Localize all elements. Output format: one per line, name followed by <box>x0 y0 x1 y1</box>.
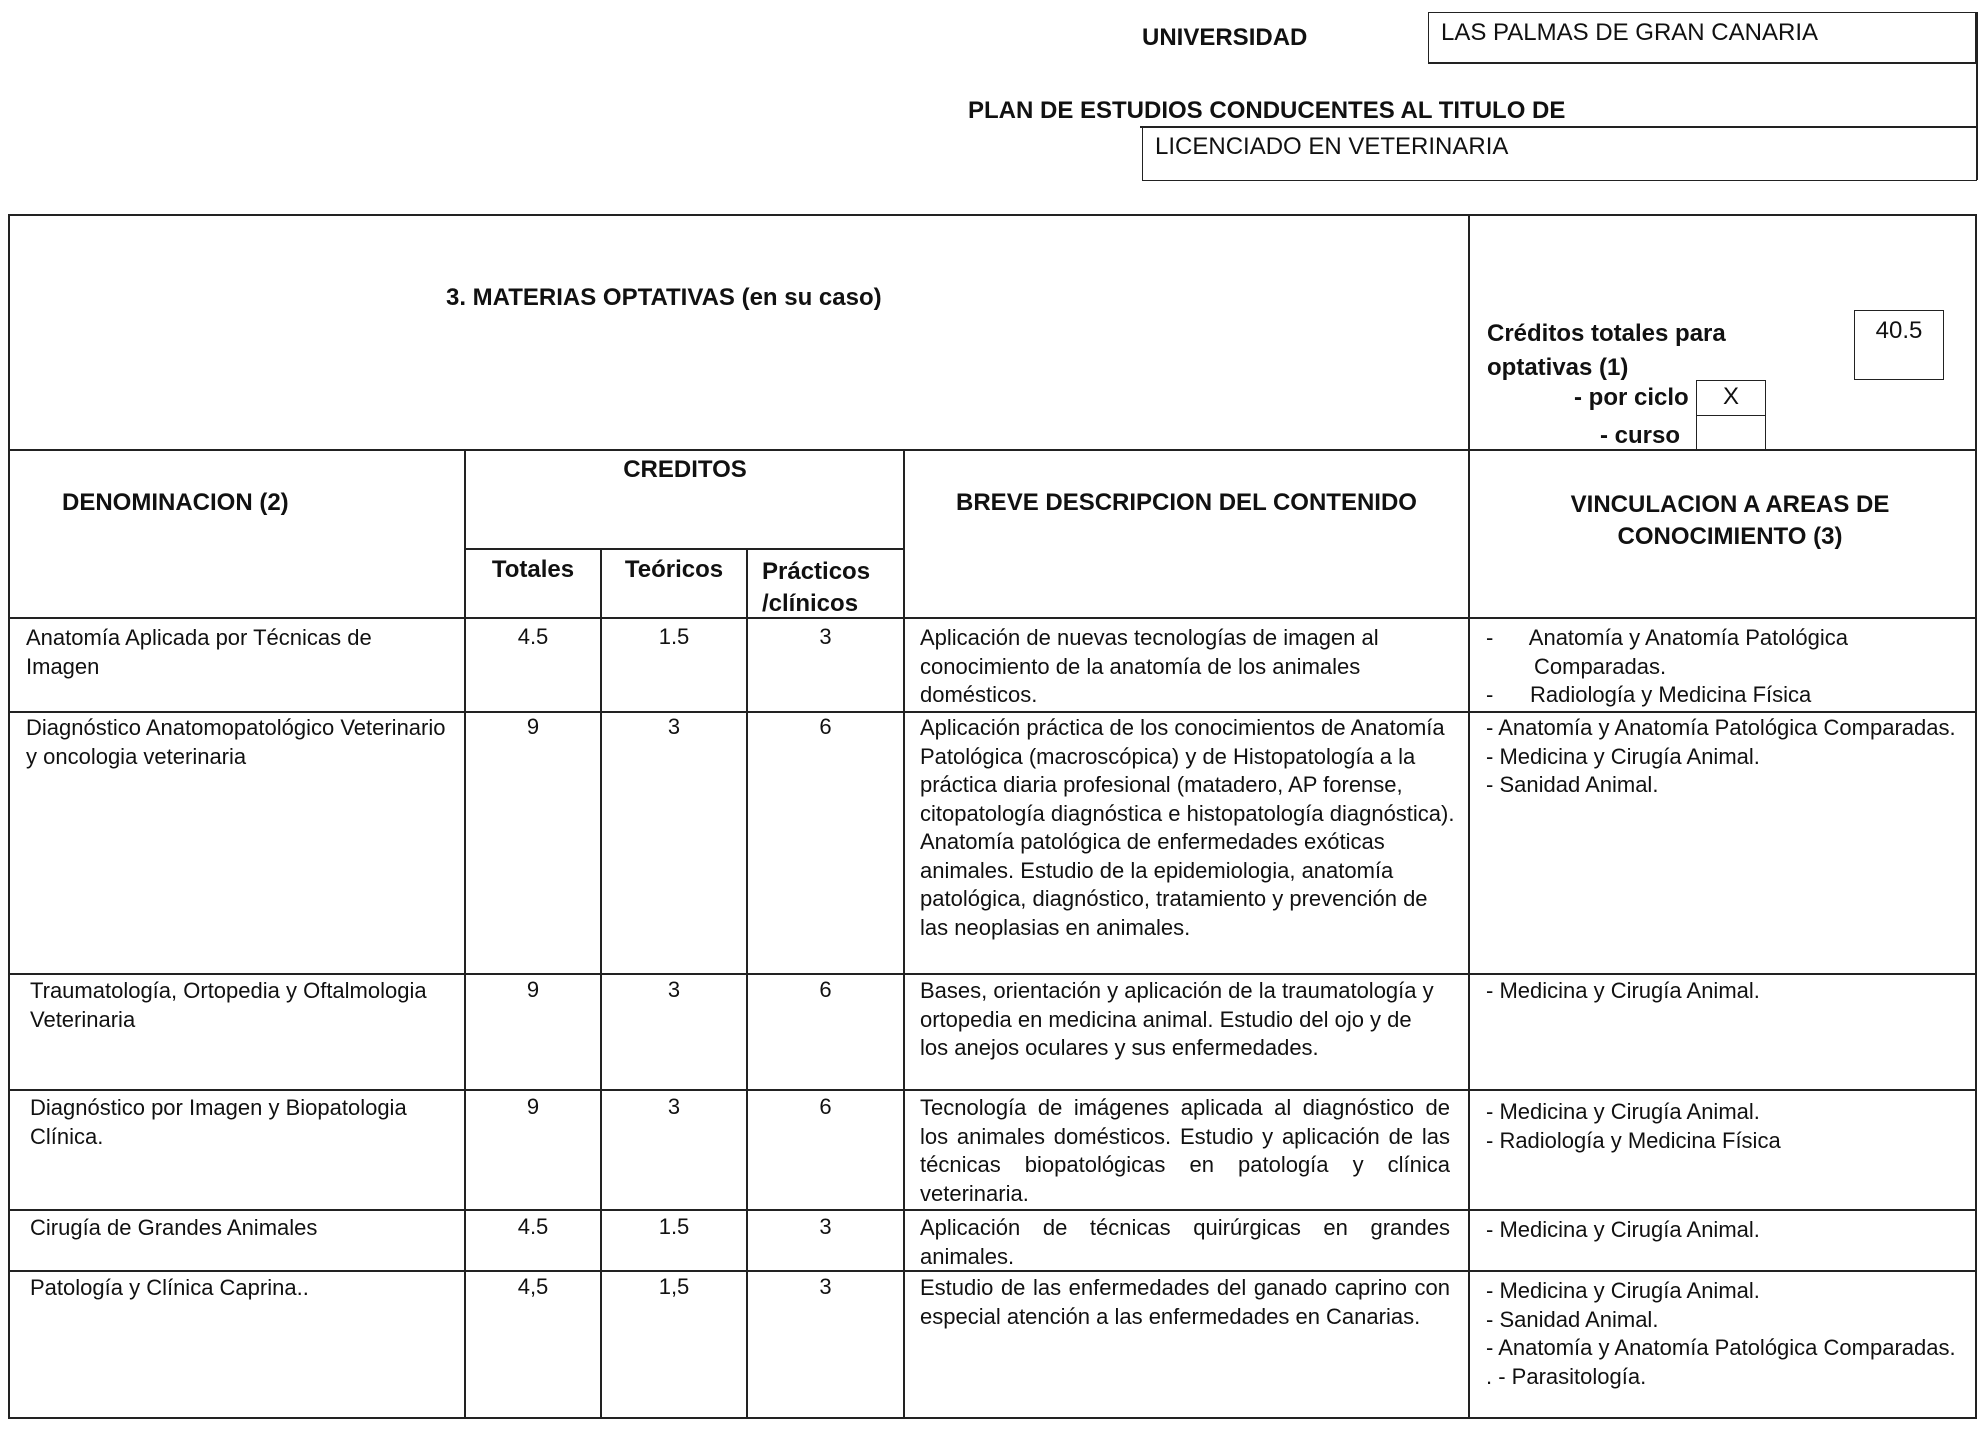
creditos-totales-label: Créditos totales para optativas (1) <box>1487 320 1726 381</box>
table-row-totales: 4,5 <box>517 1274 549 1299</box>
table-row-practicos: 3 <box>819 624 832 649</box>
table-border-right <box>1975 214 1977 1419</box>
vinculacion-item: . - Parasitología. <box>1486 1363 1647 1389</box>
table-row-descripcion: Estudio de las enfermedades del ganado caprino con especial atención a las enfermedades en Canarias. <box>920 1275 1450 1329</box>
table-row-totales: 9 <box>526 1094 540 1119</box>
table-border-bottom <box>8 1417 1976 1419</box>
row-divider <box>8 973 1976 975</box>
table-row-denominacion: Diagnóstico Anatomopatológico Veterinario y oncologia veterinaria <box>26 715 446 769</box>
col-header-totales: Totales <box>491 556 575 583</box>
divider <box>1428 62 1976 64</box>
table-row-descripcion: Aplicación práctica de los conocimientos de Anatomía Patológica (macroscópica) y de Histopatología a la práctica diaria profesional (matadero, AP forense, citopatología diagnóstica e histopatología diagnóstica). Anatomía patológica de enfermedades exóticas animales. Estudio de la epidemiologia, anatomía patológica, diagnóstico, tratamiento y prevención de las neoplasias en animales. <box>920 715 1455 940</box>
vinculacion-item: - Medicina y Cirugía Animal. <box>1486 1099 1760 1124</box>
table-row-practicos: 6 <box>819 977 832 1002</box>
table-row-teoricos: 3 <box>667 714 681 739</box>
table-row-descripcion: Bases, orientación y aplicación de la traumatología y ortopedia en medicina animal. Estudio del ojo y de los anejos oculares y sus enfermedades. <box>920 978 1434 1060</box>
table-row-denominacion: Cirugía de Grandes Animales <box>30 1215 318 1240</box>
col-header-denominacion: DENOMINACION (2) <box>62 489 289 516</box>
row-divider <box>8 1209 1976 1211</box>
table-row-practicos: 6 <box>819 714 832 739</box>
table-row-vinculacion <box>1486 624 1956 710</box>
table-row-denominacion: Diagnóstico por Imagen y Biopatologia Clínica. <box>30 1095 407 1149</box>
table-row-teoricos: 3 <box>667 1094 681 1119</box>
universidad-value-box <box>1428 12 1976 64</box>
table-row-vinculacion <box>1486 1216 1956 1245</box>
vinculacion-item: - Radiología y Medicina Física <box>1486 682 1812 707</box>
row-divider-header <box>8 449 1976 451</box>
table-row-teoricos: 1,5 <box>658 1274 690 1299</box>
table-row-descripcion: Tecnología de imágenes aplicada al diagnóstico de los animales domésticos. Estudio y aplicación de las técnicas biopatológicas en patología y clínica veterinaria. <box>920 1095 1450 1206</box>
vinculacion-item: - Medicina y Cirugía Animal. <box>1486 978 1760 1003</box>
col-header-creditos: CREDITOS <box>623 456 747 483</box>
table-row-descripcion: Aplicación de técnicas quirúrgicas en grandes animales. <box>920 1215 1450 1269</box>
table-row-practicos: 3 <box>819 1214 832 1239</box>
col-divider-descripcion <box>903 449 905 1419</box>
row-divider <box>8 1089 1976 1091</box>
creditos-totales-value: 40.5 <box>1875 317 1923 344</box>
vinculacion-item: - Anatomía y Anatomía Patológica Comparadas. <box>1486 715 1956 740</box>
table-row-denominacion: Anatomía Aplicada por Técnicas de Imagen <box>26 625 372 679</box>
col-header-vinculacion: VINCULACION A AREAS DE CONOCIMIENTO (3) <box>1570 491 1890 550</box>
table-row-vinculacion <box>1486 977 1956 1006</box>
table-row-totales: 4.5 <box>517 624 549 649</box>
row-divider-creditos <box>464 548 904 550</box>
table-row-vinculacion <box>1486 1277 1956 1391</box>
por-ciclo-checkbox <box>1696 380 1766 416</box>
col-header-descripcion: BREVE DESCRIPCION DEL CONTENIDO <box>956 489 1417 516</box>
table-row-denominacion: Patología y Clínica Caprina.. <box>30 1275 309 1300</box>
table-row-vinculacion <box>1486 1098 1956 1155</box>
curso-checkbox <box>1696 415 1766 451</box>
vinculacion-item: - Medicina y Cirugía Animal. <box>1486 1217 1760 1242</box>
col-header-teoricos: Teóricos <box>624 556 724 583</box>
creditos-totales-value-box <box>1854 310 1944 380</box>
table-row-teoricos: 1.5 <box>658 1214 690 1239</box>
table-row-teoricos: 1.5 <box>658 624 690 649</box>
table-border-top <box>8 214 1976 216</box>
universidad-label: UNIVERSIDAD <box>1142 24 1308 51</box>
vinculacion-item: - Anatomía y Anatomía Patológica Comparadas. <box>1486 1335 1956 1360</box>
vinculacion-item: - Radiología y Medicina Física <box>1486 1127 1781 1153</box>
table-row-totales: 4.5 <box>517 1214 549 1239</box>
vinculacion-item: - Sanidad Animal. <box>1486 1306 1659 1332</box>
table-row-denominacion: Traumatología, Ortopedia y Oftalmologia Veterinaria <box>30 978 427 1032</box>
col-header-practicos: Prácticos /clínicos <box>762 558 871 617</box>
table-row-descripcion: Aplicación de nuevas tecnologías de imagen al conocimiento de la anatomía de los animales domésticos. <box>920 625 1379 707</box>
por-ciclo-label: - por ciclo <box>1574 384 1689 411</box>
vinculacion-item: - Anatomía y Anatomía Patológica Comparadas. <box>1486 625 1855 679</box>
table-row-totales: 9 <box>526 714 540 739</box>
row-divider <box>8 711 1976 713</box>
vinculacion-item: - Medicina y Cirugía Animal. <box>1486 743 1760 769</box>
por-ciclo-value: X <box>1722 383 1739 410</box>
table-row-teoricos: 3 <box>667 977 681 1002</box>
universidad-value: LAS PALMAS DE GRAN CANARIA <box>1441 19 1818 46</box>
vinculacion-item: - Medicina y Cirugía Animal. <box>1486 1278 1760 1303</box>
vinculacion-item: - Sanidad Animal. <box>1486 772 1659 797</box>
table-border-left <box>8 214 10 1419</box>
table-row-practicos: 3 <box>819 1274 832 1299</box>
section-title: 3. MATERIAS OPTATIVAS (en su caso) <box>446 284 882 311</box>
table-row-totales: 9 <box>526 977 540 1002</box>
table-row-practicos: 6 <box>819 1094 832 1119</box>
row-divider-header-bottom <box>8 617 1976 619</box>
titulo-value-box <box>1142 127 1977 181</box>
plan-label: PLAN DE ESTUDIOS CONDUCENTES AL TITULO DE <box>968 97 1566 124</box>
col-divider-vinculacion <box>1468 214 1470 1419</box>
titulo-value: LICENCIADO EN VETERINARIA <box>1155 133 1509 160</box>
table-row-vinculacion <box>1486 714 1956 800</box>
curso-label: - curso <box>1600 422 1681 449</box>
